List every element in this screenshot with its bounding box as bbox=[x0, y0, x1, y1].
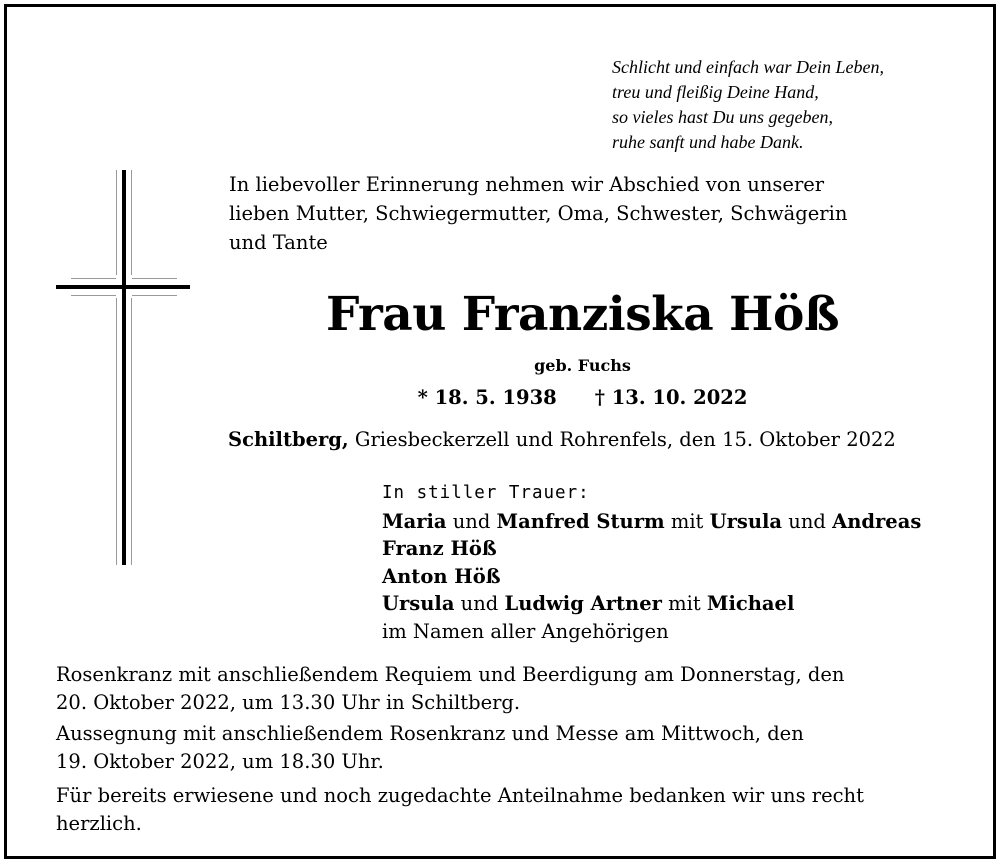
death-date: † 13. 10. 2022 bbox=[594, 386, 748, 409]
blessing-notice bbox=[56, 720, 956, 775]
connector-text: und bbox=[782, 509, 833, 533]
poem-line: so vieles hast Du uns gegeben, bbox=[612, 107, 833, 127]
poem-line: ruhe sanft und habe Dank. bbox=[612, 132, 804, 152]
mourner-name: Manfred Sturm bbox=[496, 509, 665, 533]
place-town: Schiltberg, bbox=[228, 428, 349, 451]
place-date-line bbox=[228, 426, 896, 454]
intro-line: und Tante bbox=[229, 231, 328, 254]
notice-line: Für bereits erwiesene und noch zugedachte Anteilnahme bedanken wir uns recht bbox=[56, 784, 864, 807]
mourner-name: Anton Höß bbox=[382, 564, 501, 588]
birth-name: geb. Fuchs bbox=[534, 356, 631, 375]
mourner-name: Michael bbox=[706, 592, 795, 615]
mourner-line: im Namen aller Angehörigen bbox=[382, 619, 669, 643]
mourner-line bbox=[382, 508, 921, 536]
notice-line: 19. Oktober 2022, um 18.30 Uhr. bbox=[56, 749, 384, 773]
rosary-notice bbox=[56, 661, 956, 716]
connector-text: und bbox=[454, 592, 505, 615]
notice-line: 20. Oktober 2022, um 13.30 Uhr in Schiltberg. bbox=[56, 690, 521, 714]
mourner-name: Ursula bbox=[709, 509, 783, 533]
intro-text bbox=[229, 170, 929, 257]
deceased-name: Frau Franziska Höß bbox=[325, 287, 840, 342]
mourner-line bbox=[382, 563, 921, 591]
connector-text: und bbox=[446, 509, 497, 533]
mourner-name: Andreas bbox=[832, 509, 922, 533]
mourner-name: Ursula bbox=[382, 592, 455, 615]
mourner-line bbox=[382, 535, 921, 563]
thanks-notice bbox=[56, 782, 956, 837]
connector-text: mit bbox=[664, 509, 710, 533]
cross-icon bbox=[56, 170, 190, 565]
poem bbox=[612, 55, 884, 155]
mourners-heading: In stiller Trauer: bbox=[382, 483, 590, 503]
life-dates bbox=[230, 384, 935, 412]
intro-line: lieben Mutter, Schwiegermutter, Oma, Schwester, Schwägerin bbox=[229, 202, 848, 225]
notice-line: Aussegnung mit anschließendem Rosenkranz und Messe am Mittwoch, den bbox=[56, 722, 804, 745]
mourners-block bbox=[382, 480, 921, 645]
poem-line: treu und fleißig Deine Hand, bbox=[612, 82, 819, 102]
mourner-line bbox=[382, 590, 921, 618]
mourner-name: Maria bbox=[382, 509, 447, 533]
notice-line: herzlich. bbox=[56, 811, 142, 835]
poem-line: Schlicht und einfach war Dein Leben, bbox=[612, 57, 884, 77]
connector-text: mit bbox=[661, 592, 707, 615]
place-rest: Griesbeckerzell und Rohrenfels, den 15. Oktober 2022 bbox=[348, 428, 896, 451]
notice-line: Rosenkranz mit anschließendem Requiem und Beerdigung am Donnerstag, den bbox=[56, 663, 845, 686]
mourner-name: Franz Höß bbox=[382, 537, 497, 560]
mourner-name: Ludwig Artner bbox=[504, 592, 662, 615]
intro-line: In liebevoller Erinnerung nehmen wir Abschied von unserer bbox=[229, 173, 825, 196]
birth-date: * 18. 5. 1938 bbox=[417, 386, 557, 409]
